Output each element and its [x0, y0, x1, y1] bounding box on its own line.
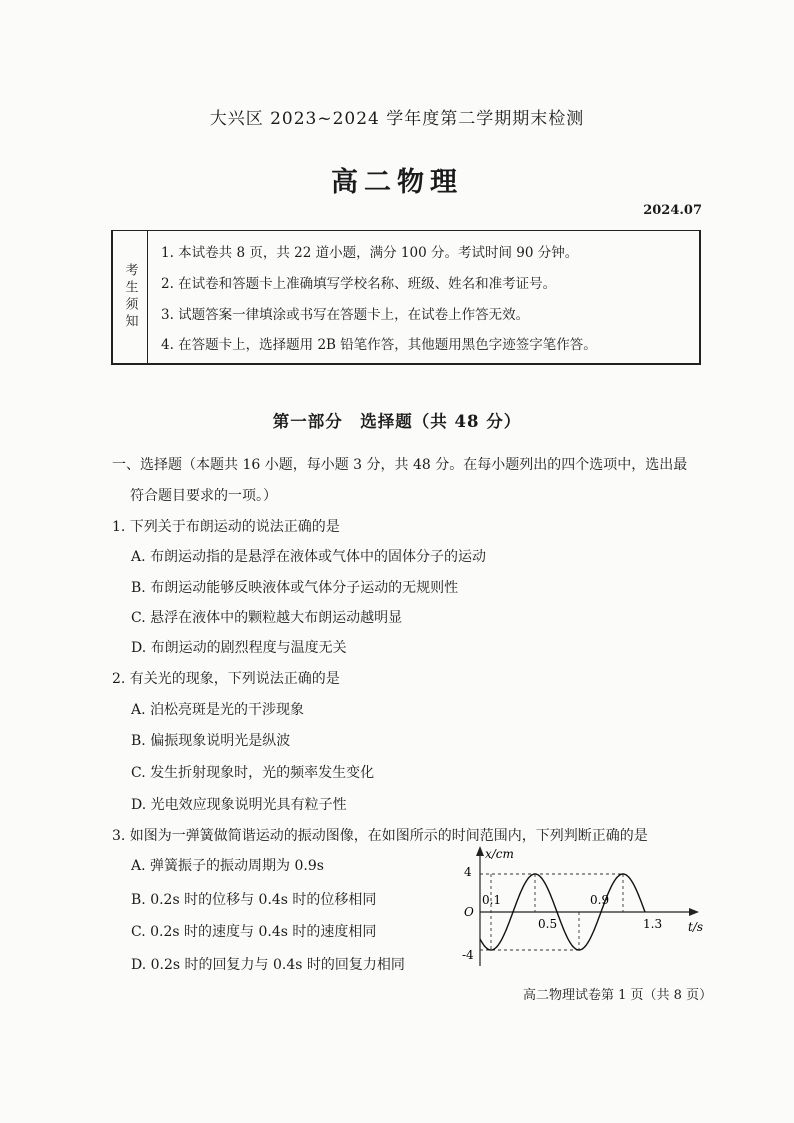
- t-axis-label: t/s: [688, 920, 704, 934]
- notice-item-2: 2. 在试卷和答题卡上准确填写学校名称、班级、姓名和准考证号。: [161, 276, 557, 292]
- origin-label: O: [464, 905, 474, 919]
- part1-title: 第一部分 选择题（共 48 分）: [272, 412, 522, 431]
- page-footer: 高二物理试卷第 1 页（共 8 页）: [523, 988, 713, 1003]
- question-1-option-b: B. 布朗运动能够反映液体或气体分子运动的无规则性: [131, 580, 459, 596]
- question-1-option-d: D. 布朗运动的剧烈程度与温度无关: [131, 640, 347, 656]
- question-2-option-c: C. 发生折射现象时，光的频率发生变化: [131, 765, 375, 781]
- notice-item-3: 3. 试题答案一律填涂或书写在答题卡上，在试卷上作答无效。: [161, 307, 530, 323]
- part1-instructions-line2: 符合题目要求的一项。）: [130, 488, 277, 504]
- notice-label: 考生须知: [122, 263, 138, 331]
- question-3-option-a: A. 弹簧振子的振动周期为 0.9s: [131, 858, 324, 874]
- notice-label-cell: [113, 231, 148, 363]
- t-tick-0-5: 0.5: [538, 917, 558, 931]
- question-3-stem: 3. 如图为一弹簧做简谐运动的振动图像，在如图所示的时间范围内，下列判断正确的是: [112, 828, 648, 844]
- question-2-option-a: A. 泊松亮斑是光的干涉现象: [131, 702, 305, 718]
- y-axis-arrow: [476, 846, 484, 856]
- question-3-option-c: C. 0.2s 时的速度与 0.4s 时的速度相同: [131, 924, 377, 940]
- question-2-option-d: D. 光电效应现象说明光具有粒子性: [131, 797, 347, 813]
- exam-title: 大兴区 2023~2024 学年度第二学期期末检测: [209, 109, 585, 129]
- y-tick-4: 4: [464, 865, 472, 879]
- notice-item-4: 4. 在答题卡上，选择题用 2B 铅笔作答，其他题用黑色字迹签字笔作答。: [161, 337, 597, 353]
- question-1-stem: 1. 下列关于布朗运动的说法正确的是: [112, 519, 340, 535]
- t-axis-arrow: [689, 908, 699, 916]
- question-2-stem: 2. 有关光的现象，下列说法正确的是: [112, 671, 340, 687]
- t-tick-1-3: 1.3: [643, 917, 663, 931]
- part1-instructions-line1: 一、选择题（本题共 16 小题，每小题 3 分，共 48 分。在每小题列出的四个选项中，选出最: [112, 457, 688, 473]
- t-tick-0-1: 0.1: [482, 893, 502, 907]
- subject-title: 高二物理: [331, 167, 463, 198]
- y-tick-minus-4: -4: [462, 948, 474, 962]
- notice-item-1: 1. 本试卷共 8 页，共 22 道小题，满分 100 分。考试时间 90 分钟。: [161, 245, 579, 261]
- question-1-option-a: A. 布朗运动指的是悬浮在液体或气体中的固体分子的运动: [131, 549, 487, 565]
- notice-box: [111, 230, 701, 365]
- t-tick-0-9: 0.9: [590, 893, 610, 907]
- question-1-option-c: C. 悬浮在液体中的颗粒越大布朗运动越明显: [131, 610, 403, 626]
- question-3-option-b: B. 0.2s 时的位移与 0.4s 时的位移相同: [131, 892, 377, 908]
- question-3-option-d: D. 0.2s 时的回复力与 0.4s 时的回复力相同: [131, 957, 405, 973]
- y-axis-label: x/cm: [485, 847, 514, 861]
- question-2-option-b: B. 偏振现象说明光是纵波: [131, 733, 291, 749]
- exam-date: 2024.07: [643, 203, 702, 218]
- oscillation-graph: [440, 838, 720, 973]
